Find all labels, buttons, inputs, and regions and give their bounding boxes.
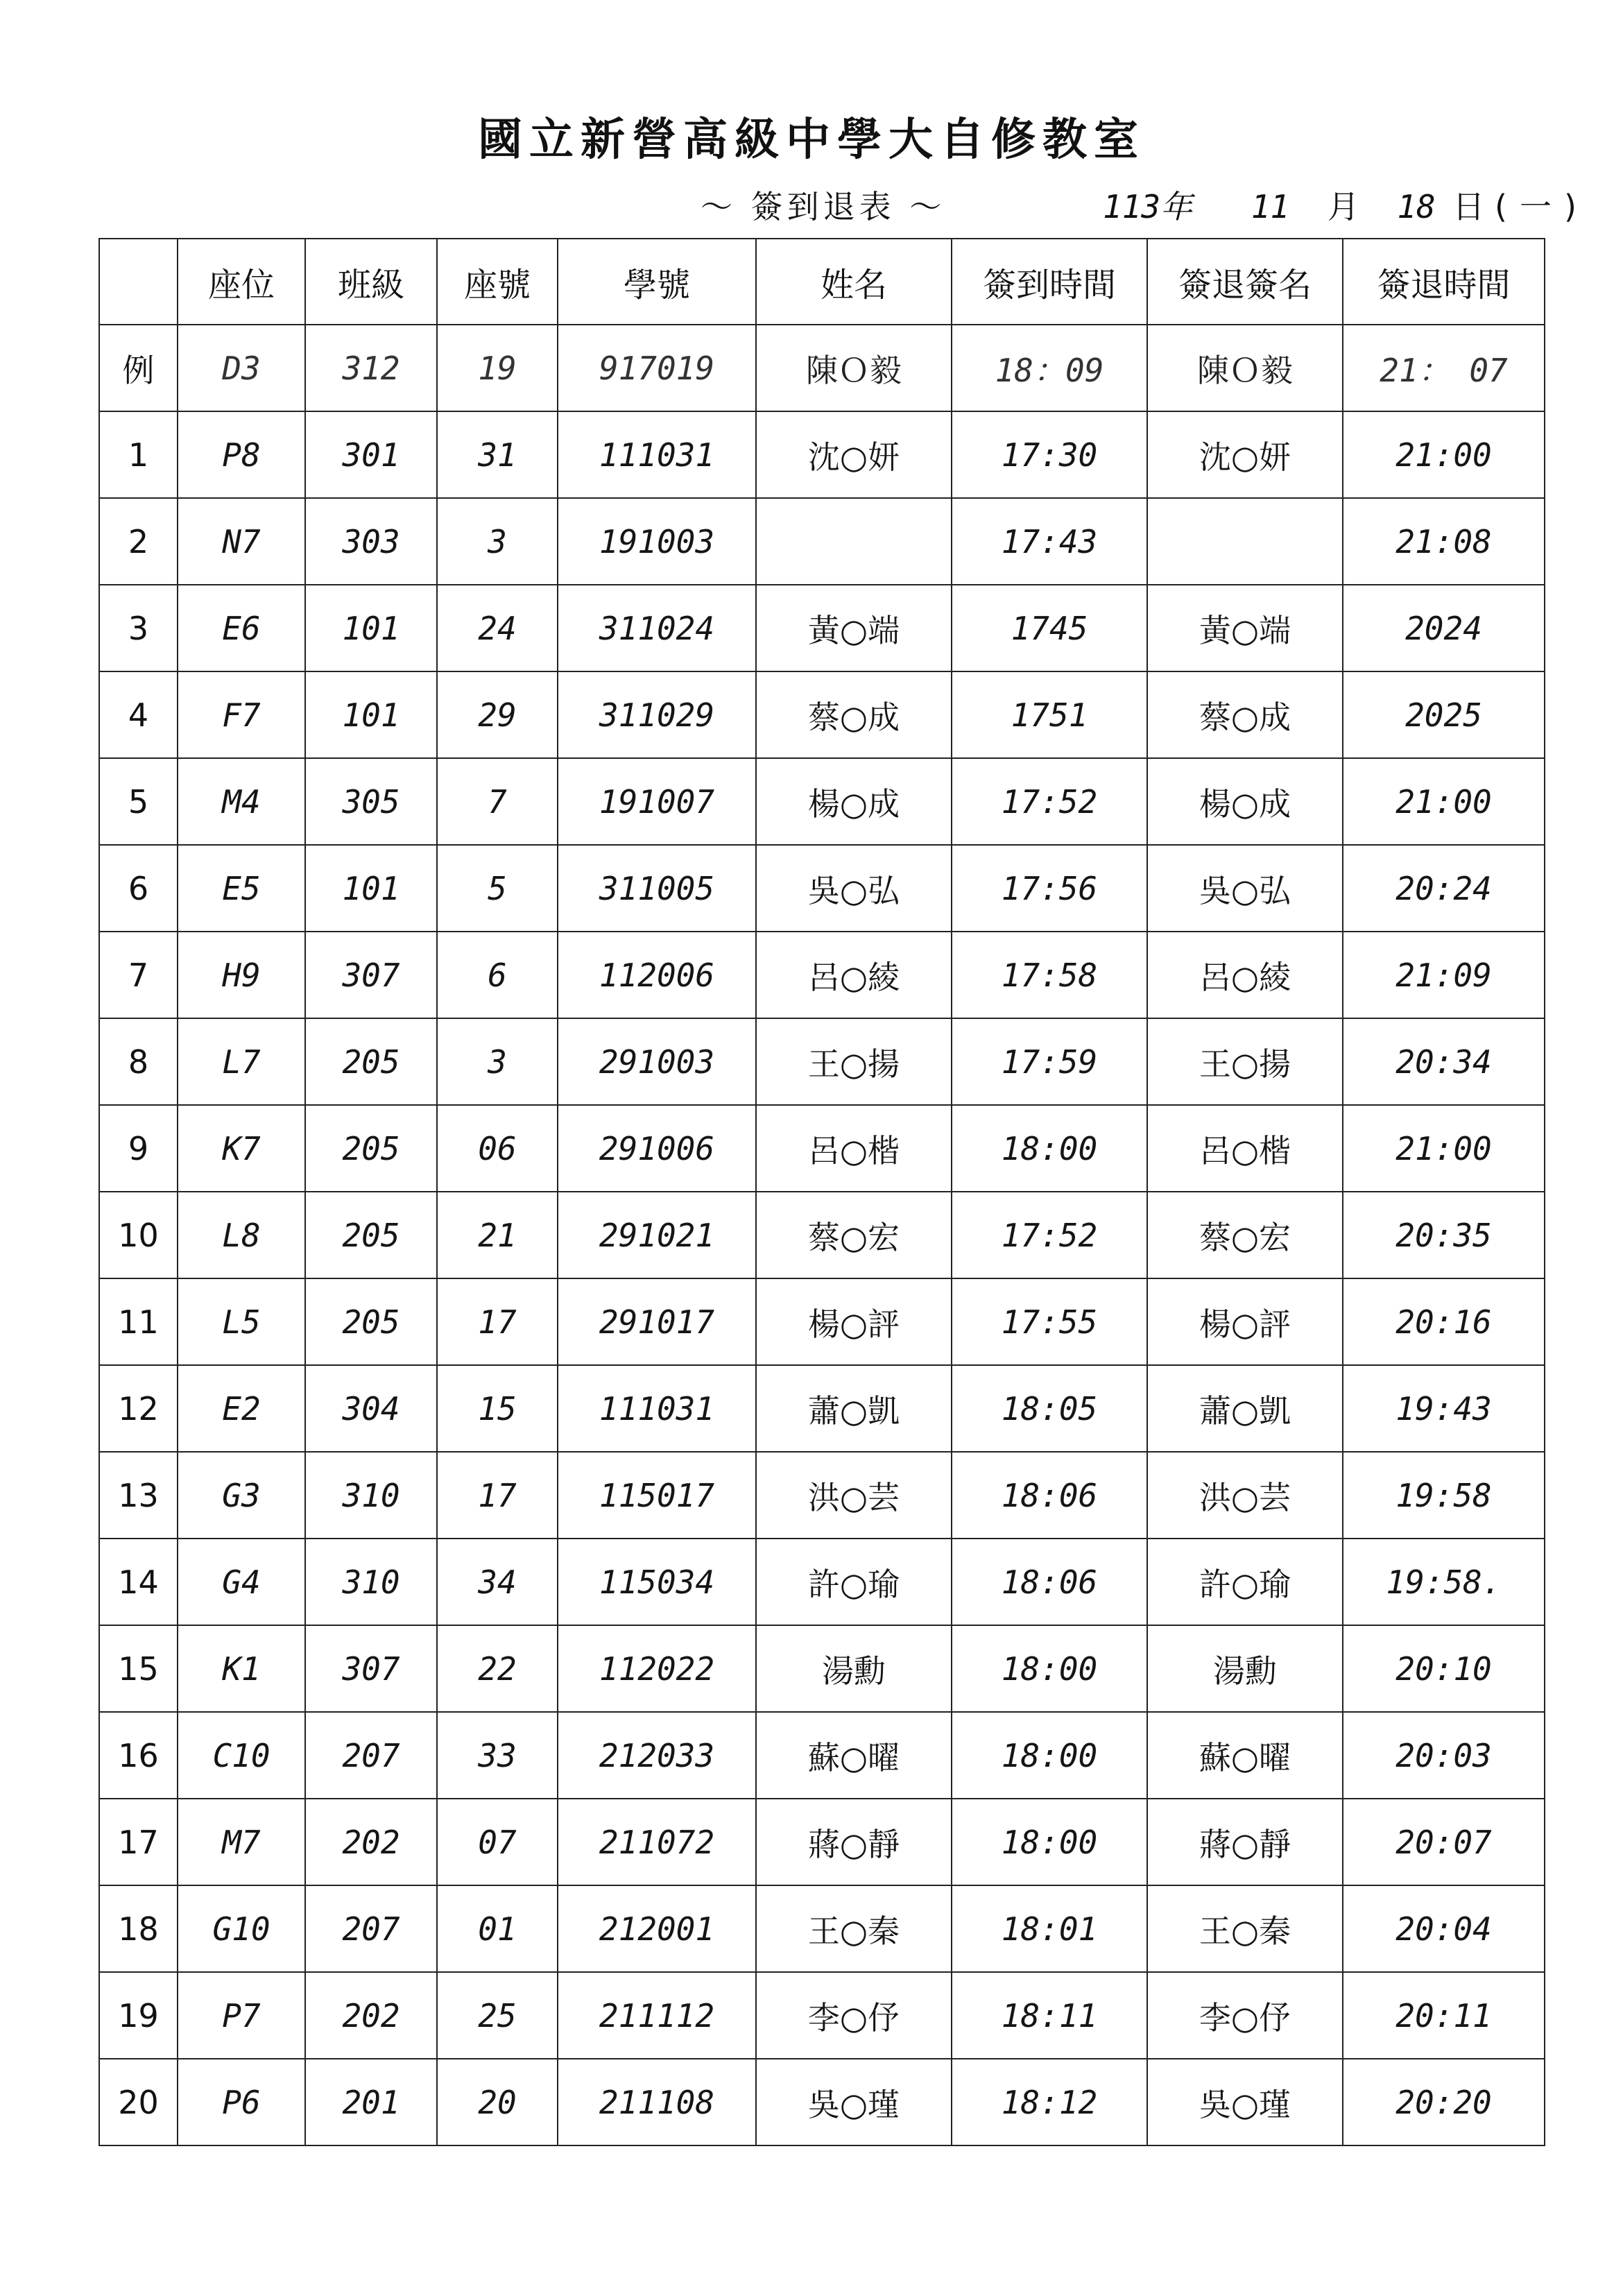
- seat-cell: E5: [178, 845, 305, 932]
- sign-out-signature-cell: 李○伃: [1147, 1972, 1343, 2059]
- table-row: [99, 2059, 1545, 2145]
- seat-number-cell: 34: [437, 1539, 558, 1625]
- sign-out-time-cell: 19:58.: [1343, 1539, 1545, 1625]
- seat-cell: F7: [178, 671, 305, 758]
- sign-in-time-cell: 17:43: [952, 498, 1147, 585]
- class-cell: 207: [305, 1885, 437, 1972]
- row-index: 2: [99, 498, 178, 585]
- sign-in-time-cell: 18:00: [952, 1625, 1147, 1712]
- sign-in-time-cell: 17:52: [952, 1192, 1147, 1278]
- table-row: [99, 1625, 1545, 1712]
- sign-out-signature-cell: 王○揚: [1147, 1018, 1343, 1105]
- row-index: 14: [99, 1539, 178, 1625]
- column-header-seat-number: 座號: [437, 239, 558, 325]
- student-id-cell: 212033: [558, 1712, 756, 1799]
- seat-cell: L5: [178, 1278, 305, 1365]
- seat-cell: M7: [178, 1799, 305, 1885]
- name-cell: 吳○弘: [756, 845, 952, 932]
- row-index: 19: [99, 1972, 178, 2059]
- table-row: [99, 498, 1545, 585]
- column-header-name: 姓名: [756, 239, 952, 325]
- student-id-cell: 291017: [558, 1278, 756, 1365]
- row-index: 20: [99, 2059, 178, 2145]
- class-cell: 207: [305, 1712, 437, 1799]
- sign-in-time-cell: 17:52: [952, 758, 1147, 845]
- seat-cell: M4: [178, 758, 305, 845]
- seat-cell: P6: [178, 2059, 305, 2145]
- sign-in-time-cell: 17:59: [952, 1018, 1147, 1105]
- seat-number-cell: 25: [437, 1972, 558, 2059]
- table-row: [99, 758, 1545, 845]
- name-cell: 許○瑜: [756, 1539, 952, 1625]
- student-id-cell: 291021: [558, 1192, 756, 1278]
- table-row: [99, 1799, 1545, 1885]
- student-id-cell: 115034: [558, 1539, 756, 1625]
- row-index: 3: [99, 585, 178, 671]
- sign-out-signature-cell: 蔣○靜: [1147, 1799, 1343, 1885]
- seat-number-cell: 20: [437, 2059, 558, 2145]
- sign-in-time-cell: 18:00: [952, 1105, 1147, 1192]
- class-cell: 205: [305, 1278, 437, 1365]
- class-cell: 101: [305, 845, 437, 932]
- name-cell: 蕭○凱: [756, 1365, 952, 1452]
- sign-in-time-cell: 18:05: [952, 1365, 1147, 1452]
- seat-number-cell: 33: [437, 1712, 558, 1799]
- seat-number-cell: 6: [437, 932, 558, 1018]
- student-id-cell: 191007: [558, 758, 756, 845]
- seat-number-cell: 21: [437, 1192, 558, 1278]
- sign-out-time-cell: 20:16: [1343, 1278, 1545, 1365]
- seat-number-cell: 5: [437, 845, 558, 932]
- table-row: [99, 932, 1545, 1018]
- sign-out-time-cell: 2025: [1343, 671, 1545, 758]
- sign-out-signature-cell: 許○瑜: [1147, 1539, 1343, 1625]
- date-line: [1103, 182, 1589, 228]
- row-index: 13: [99, 1452, 178, 1539]
- column-header-seat: 座位: [178, 239, 305, 325]
- student-id-cell: 291003: [558, 1018, 756, 1105]
- sign-in-time-cell: 18:00: [952, 1712, 1147, 1799]
- table-row: [99, 1539, 1545, 1625]
- column-header-student-id: 學號: [558, 239, 756, 325]
- date-day-unit: 日: [1452, 188, 1485, 225]
- seat-number-cell: 24: [437, 585, 558, 671]
- sign-out-time-cell: 20:34: [1343, 1018, 1545, 1105]
- student-id-cell: 112022: [558, 1625, 756, 1712]
- class-cell: 304: [305, 1365, 437, 1452]
- sign-out-signature-cell: 吳○弘: [1147, 845, 1343, 932]
- date-month: 11: [1251, 188, 1290, 225]
- sign-out-signature-cell: 蕭○凱: [1147, 1365, 1343, 1452]
- student-id-cell: 211072: [558, 1799, 756, 1885]
- sign-out-signature-cell: 沈○妍: [1147, 411, 1343, 498]
- sign-in-time-cell: 17:58: [952, 932, 1147, 1018]
- seat-number-cell: 22: [437, 1625, 558, 1712]
- form-subtitle: ～ 簽到退表 ～: [701, 188, 946, 225]
- sign-in-time-cell: 17:30: [952, 411, 1147, 498]
- sign-out-signature-cell: 湯勳: [1147, 1625, 1343, 1712]
- name-cell: 湯勳: [756, 1625, 952, 1712]
- class-cell: 205: [305, 1018, 437, 1105]
- name-cell: 洪○芸: [756, 1452, 952, 1539]
- seat-number-cell: 7: [437, 758, 558, 845]
- student-id-cell: 311029: [558, 671, 756, 758]
- sign-out-time-cell: 2024: [1343, 585, 1545, 671]
- sign-out-signature-cell: 陳Ｏ毅: [1147, 325, 1343, 411]
- seat-cell: L7: [178, 1018, 305, 1105]
- name-cell: 李○伃: [756, 1972, 952, 2059]
- sign-out-time-cell: 20:24: [1343, 845, 1545, 932]
- class-cell: 205: [305, 1192, 437, 1278]
- sign-out-time-cell: 20:20: [1343, 2059, 1545, 2145]
- sign-out-signature-cell: 蔡○宏: [1147, 1192, 1343, 1278]
- name-cell: 王○揚: [756, 1018, 952, 1105]
- seat-cell: G4: [178, 1539, 305, 1625]
- row-index: 9: [99, 1105, 178, 1192]
- name-cell: 陳Ｏ毅: [756, 325, 952, 411]
- seat-cell: E2: [178, 1365, 305, 1452]
- page-title: 國立新營高級中學大自修教室: [478, 114, 1145, 166]
- row-index: 8: [99, 1018, 178, 1105]
- row-index: 10: [99, 1192, 178, 1278]
- seat-cell: K1: [178, 1625, 305, 1712]
- name-cell: 蔡○成: [756, 671, 952, 758]
- sign-out-signature-cell: 呂○綾: [1147, 932, 1343, 1018]
- sign-out-time-cell: 21:00: [1343, 411, 1545, 498]
- row-index: 17: [99, 1799, 178, 1885]
- sign-out-time-cell: 20:04: [1343, 1885, 1545, 1972]
- student-id-cell: 917019: [558, 325, 756, 411]
- seat-number-cell: 01: [437, 1885, 558, 1972]
- seat-cell: D3: [178, 325, 305, 411]
- sign-out-time-cell: 19:58: [1343, 1452, 1545, 1539]
- student-id-cell: 291006: [558, 1105, 756, 1192]
- row-index: 11: [99, 1278, 178, 1365]
- name-cell: 沈○妍: [756, 411, 952, 498]
- sign-out-time-cell: 21:00: [1343, 758, 1545, 845]
- sign-out-signature-cell: 洪○芸: [1147, 1452, 1343, 1539]
- date-weekday: (一): [1495, 188, 1589, 225]
- seat-cell: H9: [178, 932, 305, 1018]
- sign-out-signature-cell: 楊○成: [1147, 758, 1343, 845]
- seat-number-cell: 29: [437, 671, 558, 758]
- sign-out-signature-cell: 蘇○曜: [1147, 1712, 1343, 1799]
- student-id-cell: 191003: [558, 498, 756, 585]
- row-index: 5: [99, 758, 178, 845]
- name-cell: 王○秦: [756, 1885, 952, 1972]
- seat-cell: L8: [178, 1192, 305, 1278]
- table-header-row: [99, 239, 1545, 325]
- sign-out-time-cell: 20:03: [1343, 1712, 1545, 1799]
- row-index: 18: [99, 1885, 178, 1972]
- date-year: 113年: [1103, 188, 1193, 225]
- sign-out-time-cell: 20:10: [1343, 1625, 1545, 1712]
- table-row: [99, 1452, 1545, 1539]
- sign-out-signature-cell: 吳○瑾: [1147, 2059, 1343, 2145]
- sign-in-time-cell: 18:06: [952, 1539, 1147, 1625]
- sign-out-time-cell: 21： 07: [1343, 325, 1545, 411]
- class-cell: 307: [305, 1625, 437, 1712]
- date-month-unit: 月: [1327, 188, 1359, 225]
- class-cell: 101: [305, 671, 437, 758]
- sign-out-time-cell: 20:07: [1343, 1799, 1545, 1885]
- table-row: [99, 411, 1545, 498]
- table-row: [99, 1365, 1545, 1452]
- student-id-cell: 311024: [558, 585, 756, 671]
- seat-cell: E6: [178, 585, 305, 671]
- seat-number-cell: 06: [437, 1105, 558, 1192]
- sign-in-time-cell: 18:12: [952, 2059, 1147, 2145]
- row-index: 6: [99, 845, 178, 932]
- sign-in-time-cell: 1751: [952, 671, 1147, 758]
- student-id-cell: 115017: [558, 1452, 756, 1539]
- name-cell: 呂○綾: [756, 932, 952, 1018]
- class-cell: 202: [305, 1972, 437, 2059]
- student-id-cell: 311005: [558, 845, 756, 932]
- row-index: 12: [99, 1365, 178, 1452]
- seat-cell: P8: [178, 411, 305, 498]
- sign-in-time-cell: 1745: [952, 585, 1147, 671]
- seat-number-cell: 19: [437, 325, 558, 411]
- sign-in-time-cell: 17:55: [952, 1278, 1147, 1365]
- name-cell: 呂○楷: [756, 1105, 952, 1192]
- class-cell: 101: [305, 585, 437, 671]
- sign-out-time-cell: 21:00: [1343, 1105, 1545, 1192]
- column-header-class: 班級: [305, 239, 437, 325]
- class-cell: 202: [305, 1799, 437, 1885]
- seat-cell: C10: [178, 1712, 305, 1799]
- table-row: [99, 1278, 1545, 1365]
- column-header-sign-out-time: 簽退時間: [1343, 239, 1545, 325]
- row-index: 7: [99, 932, 178, 1018]
- table-row: [99, 671, 1545, 758]
- class-cell: 310: [305, 1539, 437, 1625]
- student-id-cell: 212001: [558, 1885, 756, 1972]
- row-index: 16: [99, 1712, 178, 1799]
- sign-out-signature-cell: 王○秦: [1147, 1885, 1343, 1972]
- date-day: 18: [1397, 188, 1436, 225]
- name-cell: 吳○瑾: [756, 2059, 952, 2145]
- seat-cell: G10: [178, 1885, 305, 1972]
- table-row: [99, 1192, 1545, 1278]
- sign-in-table: [98, 238, 1545, 2146]
- table-row: [99, 1105, 1545, 1192]
- name-cell: 蔣○靜: [756, 1799, 952, 1885]
- table-row: [99, 1018, 1545, 1105]
- student-id-cell: 111031: [558, 411, 756, 498]
- table-row: [99, 845, 1545, 932]
- row-index: 4: [99, 671, 178, 758]
- table-row: [99, 1972, 1545, 2059]
- sign-in-time-cell: 18:11: [952, 1972, 1147, 2059]
- sign-out-signature-cell: 呂○楷: [1147, 1105, 1343, 1192]
- sign-out-time-cell: 20:11: [1343, 1972, 1545, 2059]
- seat-number-cell: 15: [437, 1365, 558, 1452]
- student-id-cell: 211112: [558, 1972, 756, 2059]
- seat-number-cell: 07: [437, 1799, 558, 1885]
- column-header-index: [99, 239, 178, 325]
- class-cell: 312: [305, 325, 437, 411]
- sign-out-time-cell: 21:09: [1343, 932, 1545, 1018]
- name-cell: 楊○評: [756, 1278, 952, 1365]
- seat-cell: N7: [178, 498, 305, 585]
- student-id-cell: 111031: [558, 1365, 756, 1452]
- sign-out-time-cell: 20:35: [1343, 1192, 1545, 1278]
- seat-cell: P7: [178, 1972, 305, 2059]
- column-header-sign-in-time: 簽到時間: [952, 239, 1147, 325]
- row-index: 1: [99, 411, 178, 498]
- sign-out-time-cell: 21:08: [1343, 498, 1545, 585]
- column-header-sign-out-signature: 簽退簽名: [1147, 239, 1343, 325]
- sign-in-time-cell: 18:00: [952, 1799, 1147, 1885]
- class-cell: 305: [305, 758, 437, 845]
- class-cell: 301: [305, 411, 437, 498]
- name-cell: 蘇○曜: [756, 1712, 952, 1799]
- name-cell: 蔡○宏: [756, 1192, 952, 1278]
- sign-out-signature-cell: 蔡○成: [1147, 671, 1343, 758]
- class-cell: 303: [305, 498, 437, 585]
- seat-number-cell: 31: [437, 411, 558, 498]
- table-row: [99, 1885, 1545, 1972]
- seat-number-cell: 17: [437, 1452, 558, 1539]
- sign-out-signature-cell: 黃○端: [1147, 585, 1343, 671]
- class-cell: 205: [305, 1105, 437, 1192]
- sign-out-signature-cell: 楊○評: [1147, 1278, 1343, 1365]
- name-cell: 黃○端: [756, 585, 952, 671]
- sign-in-time-cell: 18:06: [952, 1452, 1147, 1539]
- class-cell: 307: [305, 932, 437, 1018]
- seat-number-cell: 3: [437, 1018, 558, 1105]
- sign-out-signature-cell: [1147, 498, 1343, 585]
- sign-out-time-cell: 19:43: [1343, 1365, 1545, 1452]
- student-id-cell: 211108: [558, 2059, 756, 2145]
- name-cell: [756, 498, 952, 585]
- seat-cell: K7: [178, 1105, 305, 1192]
- seat-cell: G3: [178, 1452, 305, 1539]
- seat-number-cell: 3: [437, 498, 558, 585]
- row-index: 例: [99, 325, 178, 411]
- sign-in-time-cell: 18:01: [952, 1885, 1147, 1972]
- sign-in-time-cell: 17:56: [952, 845, 1147, 932]
- class-cell: 201: [305, 2059, 437, 2145]
- table-row: [99, 585, 1545, 671]
- sign-in-time-cell: 18：09: [952, 325, 1147, 411]
- student-id-cell: 112006: [558, 932, 756, 1018]
- row-index: 15: [99, 1625, 178, 1712]
- seat-number-cell: 17: [437, 1278, 558, 1365]
- class-cell: 310: [305, 1452, 437, 1539]
- example-row: [99, 325, 1545, 411]
- table-row: [99, 1712, 1545, 1799]
- name-cell: 楊○成: [756, 758, 952, 845]
